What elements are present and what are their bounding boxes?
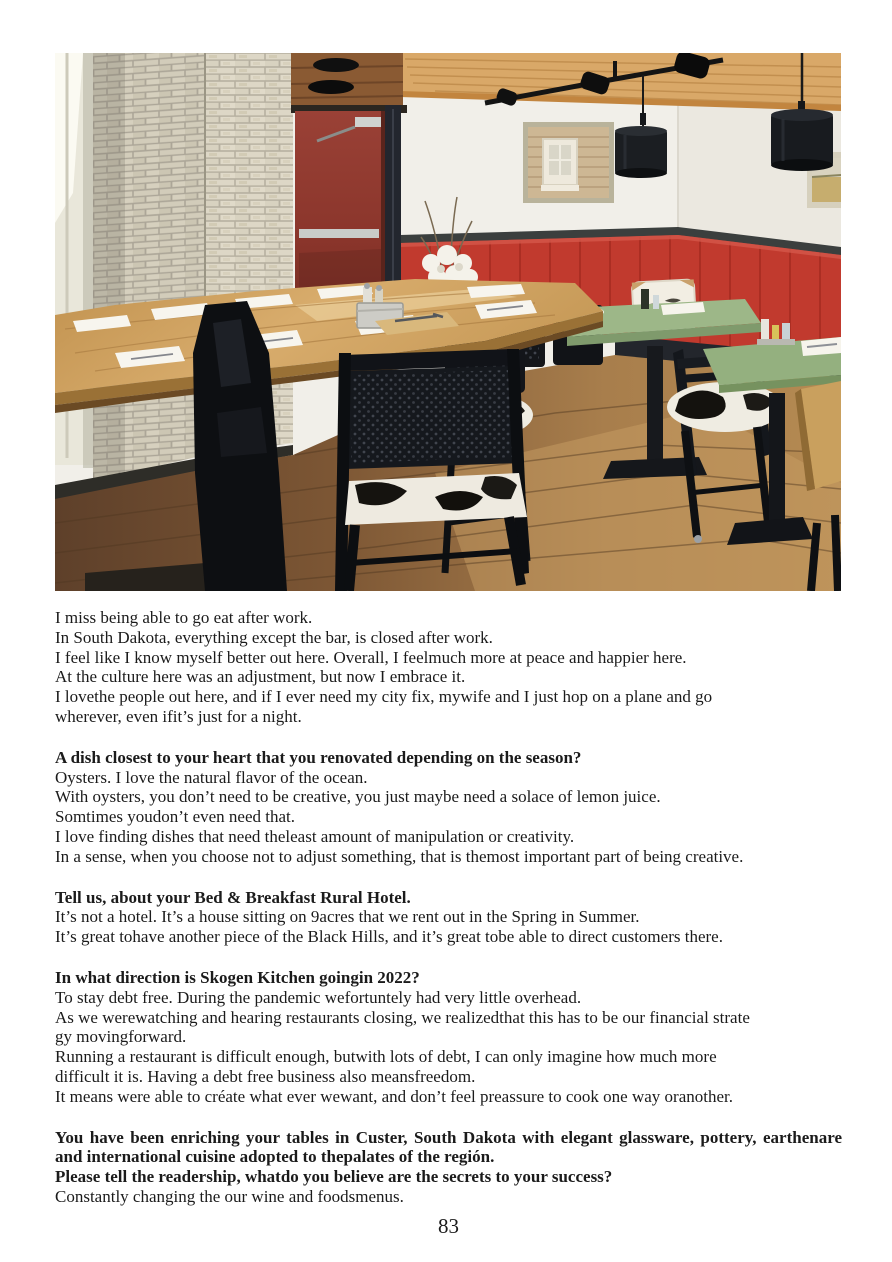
article-line: I feel like I know myself better out here. Overall, I feelmuch more at peace and happier here. xyxy=(55,647,687,667)
article-line: gy movingforward. xyxy=(55,1027,187,1047)
article-line: Oysters. I love the natural flavor of the ocean. xyxy=(55,767,368,787)
door-push-bar xyxy=(299,229,379,238)
article-line: To stay debt free. During the pandemic wefortuntely had very little overhead. xyxy=(55,987,582,1007)
article-line: In a sense, when you choose not to adjust something, that is themost important part of being creative. xyxy=(55,846,744,866)
article-line: wherever, even ifit’s just for a night. xyxy=(55,706,302,726)
article-line: difficult it is. Having a debt free business also meansfreedom. xyxy=(55,1066,476,1086)
condiment-bottle xyxy=(761,319,769,341)
interview-question: Please tell the readership, whatdo you believe are the secrets to your success? xyxy=(55,1167,613,1187)
interview-question: In what direction is Skogen Kitchen goingin 2022? xyxy=(55,967,420,987)
article-line: I love finding dishes that need theleast amount of manipulation or creativity. xyxy=(55,826,575,846)
article-line: It’s great tohave another piece of the Black Hills, and it’s great tobe able to direct customers there. xyxy=(55,927,723,947)
interview-question: A dish closest to your heart that you renovated depending on the season? xyxy=(55,747,582,767)
article-line: It means were able to créate what ever wewant, and don’t feel preassure to cook one way oranother. xyxy=(55,1086,733,1106)
interview-question: You have been enriching your tables in Custer, South Dakota with elegant glassware, pottery, earthenare and international cuisine adopted to thepalates of the región. xyxy=(55,1127,842,1167)
article-line: Somtimes youdon’t even need that. xyxy=(55,807,296,827)
ceiling-can-light xyxy=(308,80,354,94)
qa-paragraph xyxy=(55,968,842,1107)
article-line: Constantly changing the our wine and foodsmenus. xyxy=(55,1186,404,1206)
table-pedestal xyxy=(647,346,663,462)
qa-paragraph xyxy=(55,888,842,947)
qa-paragraph xyxy=(55,1128,842,1207)
restaurant-photo-illustration xyxy=(55,53,841,591)
article-line: In South Dakota, everything except the bar, is closed after work. xyxy=(55,627,493,647)
door-soffit xyxy=(291,53,403,111)
interview-article xyxy=(55,608,842,1228)
table-pedestal xyxy=(769,393,785,521)
qa-paragraph xyxy=(55,748,842,867)
condiment-caddy xyxy=(757,339,795,345)
framed-picture xyxy=(523,122,614,203)
interview-question: Tell us, about your Bed & Breakfast Rural Hotel. xyxy=(55,887,411,907)
article-line: I miss being able to go eat after work. xyxy=(55,608,313,627)
bottle xyxy=(641,289,649,309)
restaurant-photo xyxy=(55,53,841,591)
chair-leg xyxy=(835,515,838,591)
article-line: It’s not a hotel. It’s a house sitting on 9acres that we rent out in the Spring in Summer. xyxy=(55,907,640,927)
answer-paragraph xyxy=(55,608,842,727)
article-line: Running a restaurant is difficult enough, butwith lots of debt, I can only imagine how much more xyxy=(55,1047,717,1067)
page-number: 83 xyxy=(438,1214,459,1238)
ceiling-can-light xyxy=(313,58,359,72)
article-line: As we werewatching and hearing restaurants closing, we realizedthat this has to be our financial strate xyxy=(55,1007,750,1027)
article-line: At the culture here was an adjustment, but now I embrace it. xyxy=(55,667,466,687)
article-line: I lovethe people out here, and if I ever need my city fix, mywife and I just hop on a plane and go xyxy=(55,687,713,707)
article-line: With oysters, you don’t need to be creative, you just maybe need a solace of lemon juice. xyxy=(55,787,661,807)
